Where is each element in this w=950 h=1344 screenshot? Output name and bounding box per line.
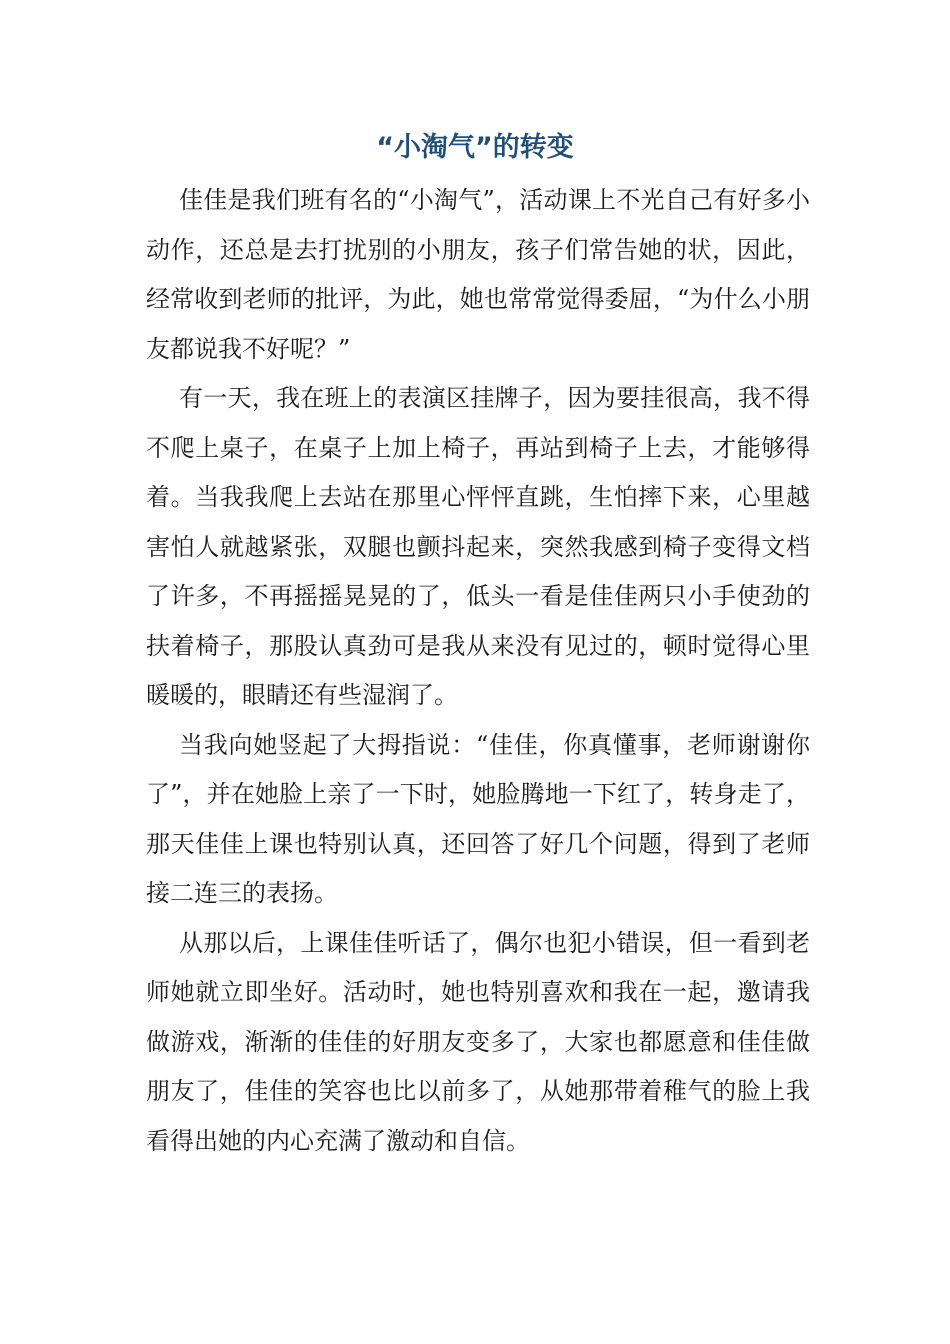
paragraph: 佳佳是我们班有名的“小淘气”，活动课上不光自己有好多小动作，还总是去打扰别的小朋友，孩子们常告她的状，因此，经常收到老师的批评，为此，她也常常觉得委屈，“为什么小朋友都说我不好呢？” xyxy=(146,186,810,363)
document-body xyxy=(146,176,810,1166)
paragraph: 从那以后，上课佳佳听话了，偶尔也犯小错误，但一看到老师她就立即坐好。活动时，她也特别喜欢和我在一起，邀请我做游戏，渐渐的佳佳的好朋友变多了，大家也都愿意和佳佳做朋友了，佳佳的笑容也比以前多了，从她那带着稚气的脸上我看得出她的内心充满了激动和自信。 xyxy=(146,928,810,1155)
document-title: “小淘气”的转变 xyxy=(376,132,574,163)
paragraph: 当我向她竖起了大拇指说：“佳佳，你真懂事，老师谢谢你了”，并在她脸上亲了一下时，她脸腾地一下红了，转身走了，那天佳佳上课也特别认真，还回答了好几个问题，得到了老师接二连三的表扬。 xyxy=(146,730,810,907)
paragraph: 有一天，我在班上的表演区挂牌子，因为要挂很高，我不得不爬上桌子，在桌子上加上椅子，再站到椅子上去，才能够得着。当我我爬上去站在那里心怦怦直跳，生怕摔下来，心里越害怕人就越紧张，双腿也颤抖起来，突然我感到椅子变得文档了许多，不再摇摇晃晃的了，低头一看是佳佳两只小手使劲的扶着椅子，那股认真劲可是我从来没有见过的，顿时觉得心里暖暖的，眼睛还有些湿润了。 xyxy=(146,384,810,709)
